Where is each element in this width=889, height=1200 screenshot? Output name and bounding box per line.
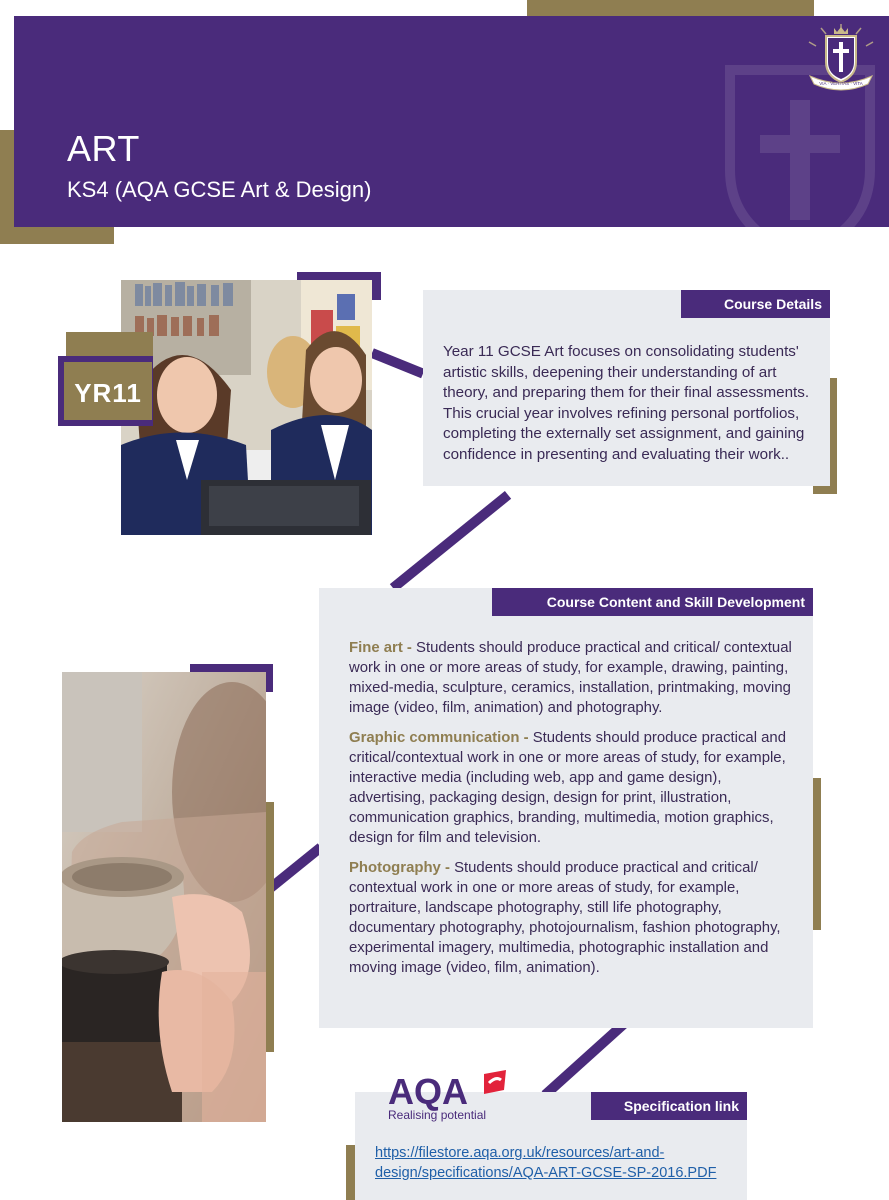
content-section-photography <box>349 858 799 978</box>
year-badge-label: YR11 <box>74 378 142 408</box>
course-details-text: Year 11 GCSE Art focuses on consolidating students' artistic skills, deepening their understanding of art theory, and preparing them for their final assessments. This crucial year involves refining personal portfolios, completing the externally set assignment, and gaining confidence in presenting and evaluating their work.. <box>443 343 810 463</box>
page-title: ART <box>67 128 140 169</box>
section-text: Students should produce practical and critical/ contextual work in one or more areas of study, for example, drawing, painting, mixed-media, sculpture, ceramics, installation, printmaking, moving image (video, film, animation) and photography. <box>349 640 792 716</box>
course-content-heading: Course Content and Skill Development <box>492 588 813 616</box>
aqa-logo-text: AQA <box>388 1071 468 1112</box>
section-text: Students should produce practical and critical/ contextual work in one or more areas of study, for example, portraiture, landscape photography, still life photography, documentary photography, photojournalism, fashion photography, experimental imagery, multimedia, photographic installation and moving image (video, film, animation). <box>349 860 781 976</box>
students-photo <box>121 280 372 535</box>
course-content-body <box>349 638 799 988</box>
connector-line <box>370 348 425 378</box>
aqa-tagline: Realising potential <box>388 1108 487 1122</box>
section-title: Fine art - <box>349 640 417 656</box>
pottery-photo <box>62 672 266 1122</box>
connector-line <box>542 1018 630 1099</box>
connector-line <box>390 491 511 592</box>
course-details-heading: Course Details <box>681 290 830 318</box>
content-section-fine-art <box>349 638 799 718</box>
page-subtitle: KS4 (AQA GCSE Art & Design) <box>67 177 372 202</box>
header-gold-accent-top <box>527 0 814 16</box>
section-title: Photography - <box>349 860 455 876</box>
section-title: Graphic communication - <box>349 730 533 746</box>
specification-link[interactable]: https://filestore.aqa.org.uk/resources/art-and-design/specifications/AQA-ART-GCSE-SP-2016.PDF <box>375 1145 717 1181</box>
school-crest-icon <box>806 24 876 94</box>
section-text: Students should produce practical and critical/contextual work in one or more areas of study, for example, interactive media (including web, app and game design), advertising, packaging design, design for print, illustration, communication graphics, branding, multimedia, motion graphics, design for film and television. <box>349 730 786 846</box>
specification-heading: Specification link <box>591 1092 747 1120</box>
content-section-graphic-communication <box>349 728 799 848</box>
crest-motto: VIA · VERITAS · VITA <box>819 81 863 86</box>
photo-accent-gold <box>265 802 274 1052</box>
